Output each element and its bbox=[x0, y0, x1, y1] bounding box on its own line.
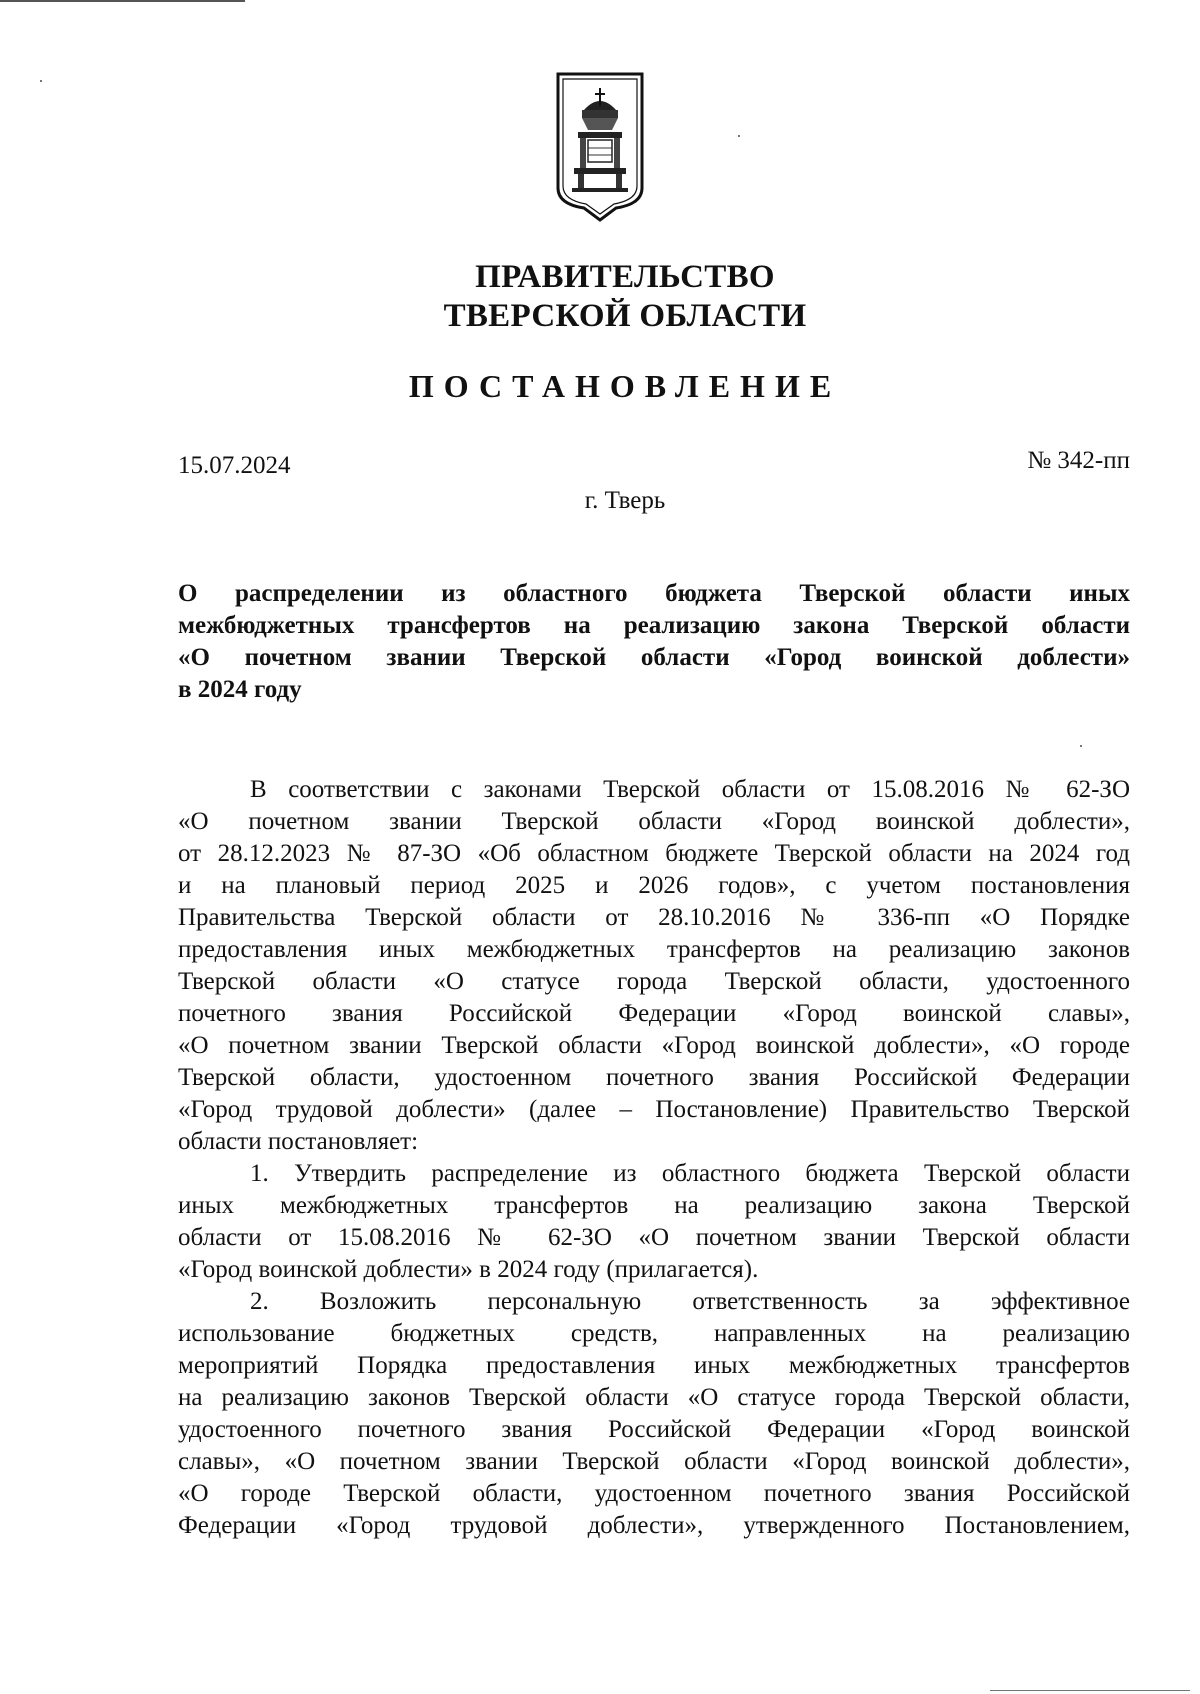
body-line: от 28.12.2023 № 87-ЗО «Об областном бюджете Тверской области на 2024 год bbox=[178, 840, 1130, 867]
scan-artifact-line bbox=[0, 0, 245, 2]
body-line: 1. Утвердить распределение из областного бюджета Тверской области bbox=[250, 1160, 1130, 1187]
scan-speck bbox=[1080, 745, 1082, 747]
body-line: удостоенного почетного звания Российской Федерации «Город воинской bbox=[178, 1416, 1130, 1443]
body-line: «Город воинской доблести» в 2024 году (прилагается). bbox=[178, 1256, 759, 1283]
body-line: Федерации «Город трудовой доблести», утвержденного Постановлением, bbox=[178, 1512, 1130, 1539]
body-line: использование бюджетных средств, направленных на реализацию bbox=[178, 1320, 1130, 1347]
body-line: славы», «О почетном звании Тверской области «Город воинской доблести», bbox=[178, 1448, 1130, 1475]
scan-speck bbox=[40, 80, 42, 82]
title-line: «О почетном звании Тверской области «Город воинской доблести» bbox=[178, 644, 1130, 671]
org-name-line2: ТВЕРСКОЙ ОБЛАСТИ bbox=[443, 298, 807, 334]
body-line: В соответствии с законами Тверской области от 15.08.2016 № 62-ЗО bbox=[250, 776, 1130, 803]
body-line: Тверской области «О статусе города Тверской области, удостоенного bbox=[178, 968, 1130, 995]
scan-artifact-line bbox=[990, 1690, 1190, 1691]
body-line: и на плановый период 2025 и 2026 годов», с учетом постановления bbox=[178, 872, 1130, 899]
coat-of-arms-icon bbox=[554, 70, 646, 222]
body-line: «О почетном звании Тверской области «Город воинской доблести», «О городе bbox=[178, 1032, 1130, 1059]
body-line: «О почетном звании Тверской области «Город воинской доблести», bbox=[178, 808, 1130, 835]
body-line: Тверской области, удостоенном почетного звания Российской Федерации bbox=[178, 1064, 1130, 1091]
body-line: мероприятий Порядка предоставления иных межбюджетных трансфертов bbox=[178, 1352, 1130, 1379]
body-line: «Город трудовой доблести» (далее – Постановление) Правительство Тверской bbox=[178, 1096, 1130, 1123]
body-line: 2. Возложить персональную ответственность за эффективное bbox=[250, 1288, 1130, 1315]
body-line: на реализацию законов Тверской области «О статусе города Тверской области, bbox=[178, 1384, 1130, 1411]
title-line: в 2024 году bbox=[178, 676, 302, 703]
document-type-heading: ПОСТАНОВЛЕНИЕ bbox=[408, 368, 842, 404]
title-line: межбюджетных трансфертов на реализацию закона Тверской области bbox=[178, 612, 1130, 639]
body-paragraph-3 bbox=[178, 1286, 1130, 1542]
org-name-line1: ПРАВИТЕЛЬСТВО bbox=[475, 259, 775, 295]
document-city: г. Тверь bbox=[584, 487, 666, 514]
document-title bbox=[178, 578, 1130, 706]
body-paragraph-1 bbox=[178, 774, 1130, 1158]
body-line: предоставления иных межбюджетных трансфертов на реализацию законов bbox=[178, 936, 1130, 963]
body-line: «О городе Тверской области, удостоенном почетного звания Российской bbox=[178, 1480, 1130, 1507]
title-line: О распределении из областного бюджета Тверской области иных bbox=[178, 580, 1130, 607]
body-line: Правительства Тверской области от 28.10.2016 № 336-пп «О Порядке bbox=[178, 904, 1130, 931]
document-date: 15.07.2024 bbox=[178, 452, 291, 479]
document-number: № 342-пп bbox=[1027, 447, 1130, 474]
scan-speck bbox=[738, 135, 740, 137]
body-line: иных межбюджетных трансфертов на реализацию закона Тверской bbox=[178, 1192, 1130, 1219]
body-line: области постановляет: bbox=[178, 1128, 419, 1155]
body-line: почетного звания Российской Федерации «Город воинской славы», bbox=[178, 1000, 1130, 1027]
document-body bbox=[178, 774, 1130, 1542]
body-paragraph-2 bbox=[178, 1158, 1130, 1286]
body-line: области от 15.08.2016 № 62-ЗО «О почетном звании Тверской области bbox=[178, 1224, 1130, 1251]
